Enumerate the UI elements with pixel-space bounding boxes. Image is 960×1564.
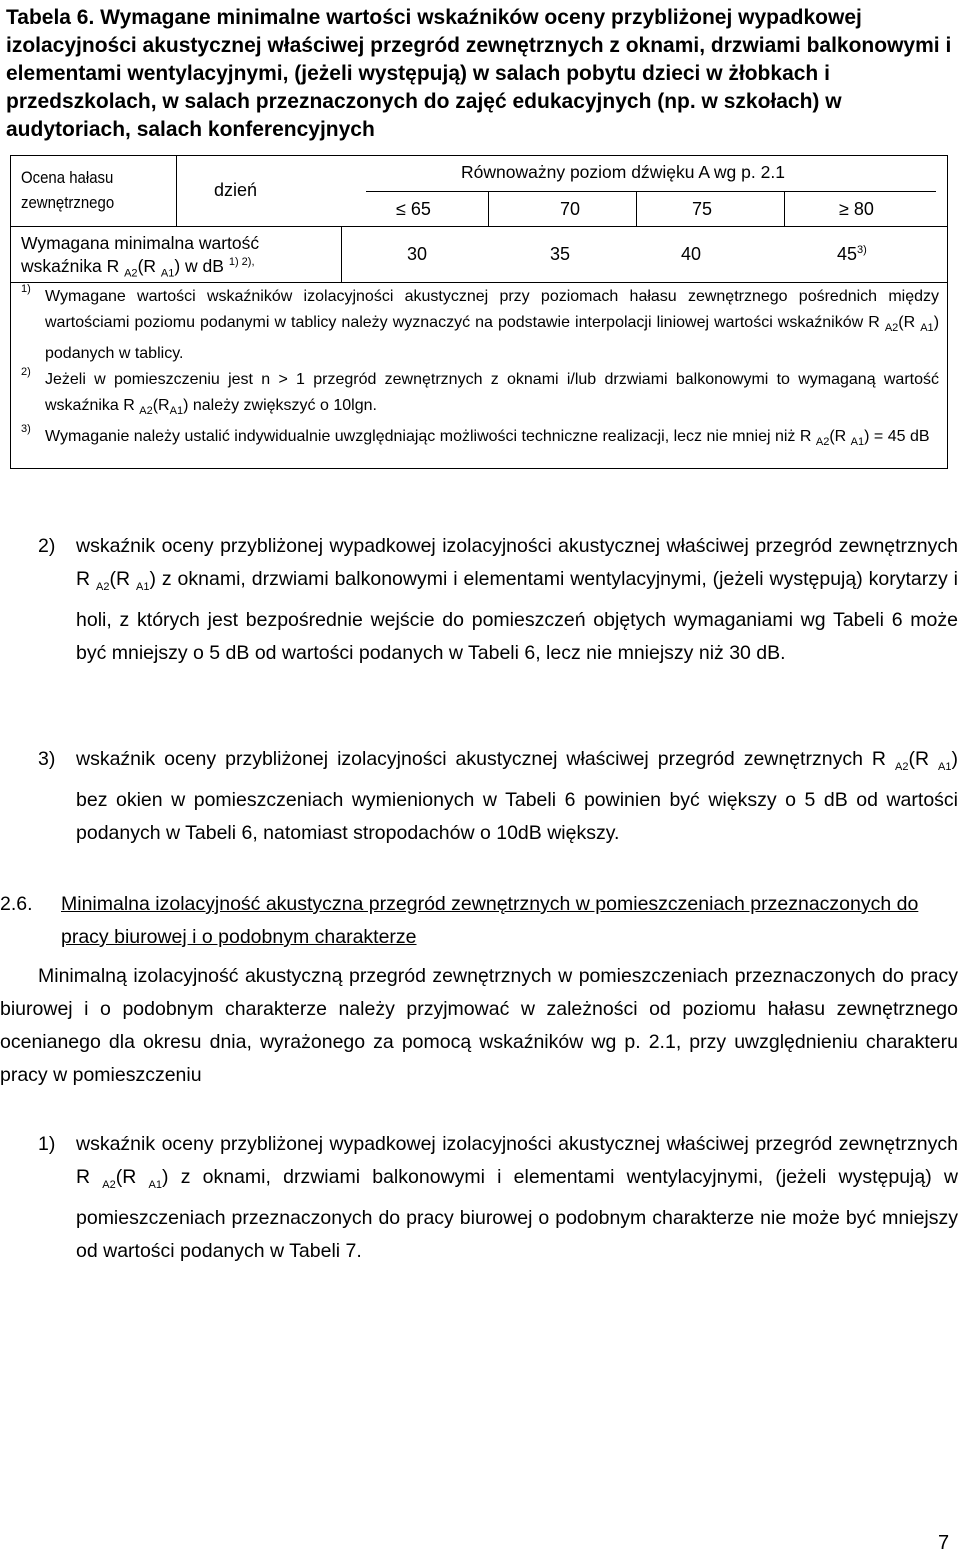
requirement-label-2: wskaźnika R $_{A2}$(R $_{A1}$) w dB $^{1) 2),}$ — [21, 256, 255, 280]
section-title: Minimalna izolacyjność akustyczna przegród zewnętrznych w pomieszczeniach przeznaczonych do pracy biurowej i o podobnym charakterze — [61, 893, 919, 948]
notes-divider — [11, 282, 947, 283]
level-divider — [488, 191, 489, 226]
list-item-text: wskaźnik oceny przybliżonej wypadkowej izolacyjności akustycznej właściwej przegród zewnętrznych R $_{A2}$(R $_{A1}$) z oknami, drzwiami balkonowymi i elementami wentylacyjnymi, (jeżeli występują) korytarzy i holi, z których jest bezpośrednie wejście do pomieszczeń objętych wymaganiami wg Tabeli 6 może być mniejszy o 5 dB od wartości podanych w Tabeli 6, lecz nie mniejszy niż 30 dB. — [76, 535, 958, 664]
value-divider — [341, 226, 342, 282]
footnote-1: 1) Wymagane wartości wskaźników izolacyjności akustycznej przy poziomach hałasu zewnętrznego pośrednich między wartościami poziomu podanymi w tablicy należy wyznaczyć na podstawie interpolacji liniowej wartości wskaźników R $_{A2}$(R $_{A1}$) podanych w tablicy. — [21, 283, 940, 363]
page-number: 7 — [938, 1532, 950, 1554]
value-40: 40 — [681, 244, 702, 264]
table-footnotes — [21, 283, 940, 456]
level-divider — [636, 191, 637, 226]
value-45: 45$^{3)}$ — [837, 244, 867, 264]
level-75: 75 — [692, 199, 713, 219]
caption-text: Wymagane minimalne wartości wskaźników oceny przybliżonej wypadkowej izolacyjności akustycznej właściwej przegród zewnętrznych z oknami, drzwiami balkonowymi i elementami wentylacyjnymi, (jeżeli występują) w salach pobytu dzieci w żłobkach i przedszkolach, w salach przeznaczonych do zajęć edukacyjnych (np. w szkołach) w audytoriach, salach konferencyjnych — [6, 6, 952, 141]
value-30: 30 — [407, 244, 428, 264]
footnote-2: 2) Jeżeli w pomieszczeniu jest n > 1 przegród zewnętrznych z oknami i/lub drzwiami balkonowymi to wymaganą wartość wskaźnika R $_{A2}(R_{A1})$ należy zwiększyć o 10lgn. — [21, 366, 939, 418]
section-number: 2.6. — [0, 893, 33, 915]
ge-symbol: ≥ — [839, 199, 849, 219]
caption-label: Tabela 6. — [6, 6, 95, 29]
row-divider — [11, 226, 947, 227]
equivalent-level-header: Równoważny poziom dźwięku A wg p. 2.1 — [461, 162, 785, 182]
requirement-label-1: Wymagana minimalna wartość — [21, 233, 260, 253]
level-80 — [839, 199, 874, 220]
list-item-text: wskaźnik oceny przybliżonej izolacyjności akustycznej właściwej przegród zewnętrznych R $_{A2}$(R $_{A1}$) bez okien w pomieszczeniach wymienionych w Tabeli 6 powinien być większy o 5 dB od wartości podanych w Tabeli 6, natomiast stropodachów o 10dB większy. — [76, 748, 958, 844]
day-label: dzień — [214, 180, 258, 200]
level-65 — [396, 199, 431, 220]
value-35: 35 — [550, 244, 571, 264]
ocena-label-1: Ocena hałasu — [21, 168, 114, 187]
level-divider — [784, 191, 785, 226]
list-item-text: wskaźnik oceny przybliżonej wypadkowej izolacyjności akustycznej właściwej przegród zewnętrznych R $_{A2}$(R $_{A1}$) z oknami, drzwiami balkonowymi i elementami wentylacyjnymi, (jeżeli występują) w pomieszczeniach przeznaczonych do pracy biurowej o podobnym charakterze nie może być mniejszy od wartości podanych w Tabeli 7. — [76, 1133, 958, 1262]
level-70: 70 — [560, 199, 581, 219]
footnote-3: 3) Wymaganie należy ustalić indywidualnie uwzględniając możliwości techniczne realizacji, lecz nie mniej niż R $_{A2}$(R $_{A1}$) = 45 dB — [21, 423, 930, 449]
level-value: 65 — [410, 199, 431, 219]
table-caption — [6, 4, 956, 144]
header-divider — [366, 191, 936, 192]
body-paragraph: Minimalną izolacyjność akustyczną przegród zewnętrznych w pomieszczeniach przeznaczonych do pracy biurowej i o podobnym charakterze należy przyjmować w zależności od poziomu hałasu zewnętrznego ocenianego dla okresu dnia, wyrażonego za pomocą wskaźników wg p. 2.1, przy uwzględnieniu charakteru pracy w pomieszczeniu — [0, 965, 958, 1086]
requirements-table — [10, 155, 948, 469]
column-divider — [176, 156, 177, 226]
le-symbol: ≤ — [396, 199, 406, 219]
ocena-label-2: zewnętrznego — [21, 193, 115, 212]
level-value: 80 — [853, 199, 874, 219]
